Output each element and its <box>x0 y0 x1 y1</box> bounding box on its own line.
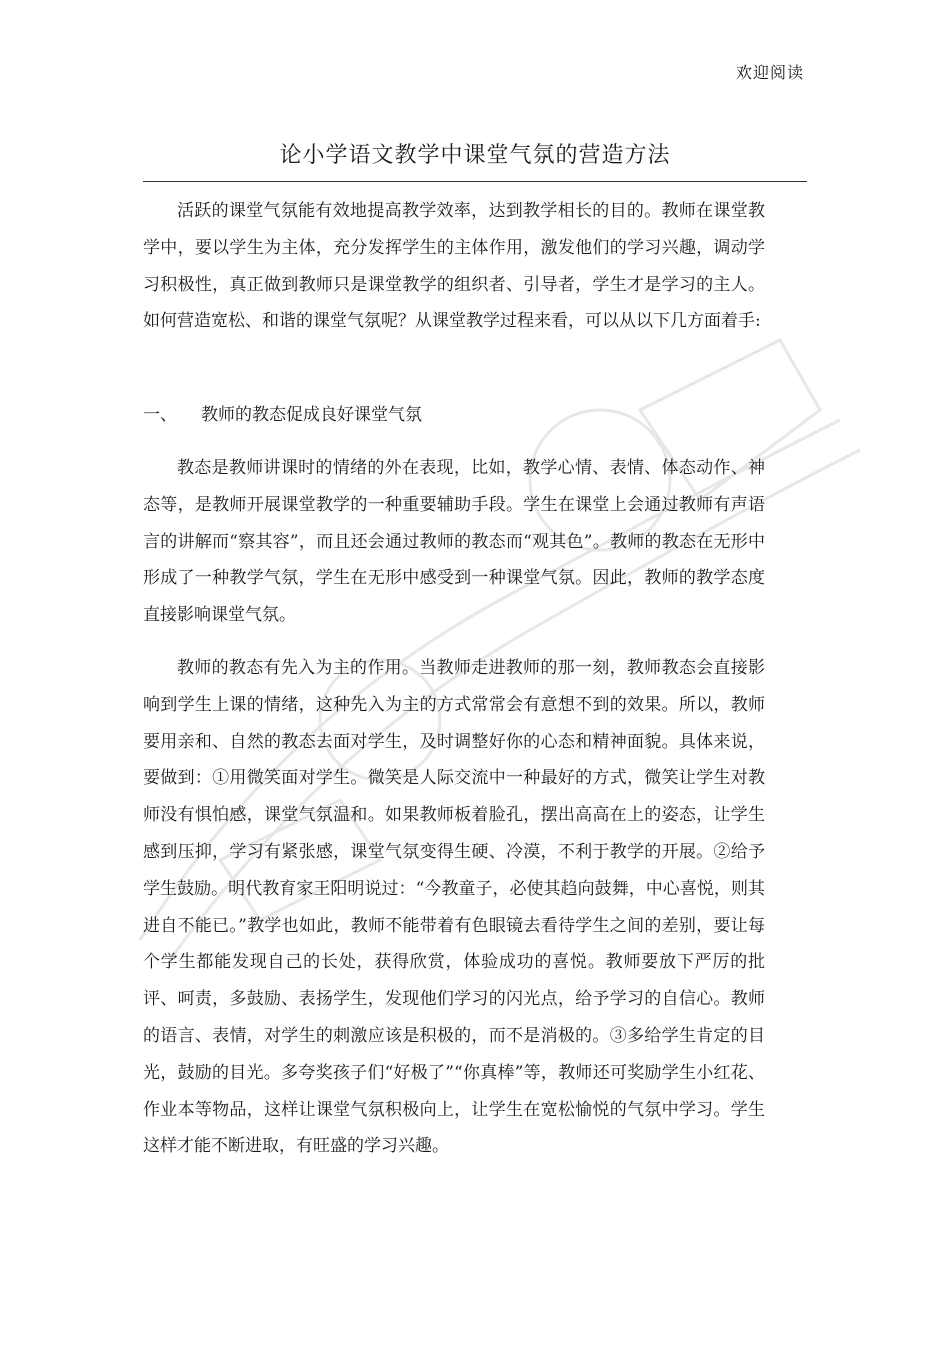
body-paragraph: 教态是教师讲课时的情绪的外在表现，比如，教学心情、表情、体态动作、神态等，是教师开展课堂教学的一种重要辅助手段。学生在课堂上会通过教师有声语言的讲解而“察其容”，而且还会通过教师的教态而“观其色”。教师的教态在无形中形成了一种教学气氛，学生在无形中感受到一种课堂气氛。因此，教师的教学态度直接影响课堂气氛。 <box>143 458 765 626</box>
body-paragraph: 教师的教态有先入为主的作用。当教师走进教师的那一刻，教师教态会直接影响到学生上课的情绪，这种先入为主的方式常常会有意想不到的效果。所以，教师要用亲和、自然的教态去面对学生，及时调整好你的心态和精神面貌。具体来说，要做到：①用微笑面对学生。微笑是人际交流中一种最好的方式，微笑让学生对教师没有惧怕感，课堂气氛温和。如果教师板着脸孔，摆出高高在上的姿态，让学生感到压抑，学习有紧张感，课堂气氛变得生硬、冷漠，不利于教学的开展。②给予学生鼓励。明代教育家王阳明说过：“今教童子，必使其趋向鼓舞，中心喜悦，则其进自不能已。”教学也如此，教师不能带着有色眼镜去看待学生之间的差别，要让每个学生都能发现自己的长处，获得欣赏，体验成功的喜悦。教师要放下严厉的批评、呵责，多鼓励、表扬学生，发现他们学习的闪光点，给予学习的自信心。教师的语言、表情，对学生的刺激应该是积极的，而不是消极的。③多给学生肯定的目光，鼓励的目光。多夸奖孩子们“好极了”“你真棒”等，教师还可奖励学生小红花、作业本等物品，这样让课堂气氛积极向上，让学生在宽松愉悦的气氛中学习。学生这样才能不断进取，有旺盛的学习兴趣。 <box>143 658 765 1157</box>
section-heading-text: 教师的教态促成良好课堂气氛 <box>201 405 422 425</box>
title-divider <box>143 181 807 182</box>
header-label: 欢迎阅读 <box>735 63 804 82</box>
document-title: 论小学语文教学中课堂气氛的营造方法 <box>279 143 671 168</box>
section-number: 一、 <box>143 405 177 425</box>
section-heading <box>143 400 422 430</box>
intro-paragraph: 活跃的课堂气氛能有效地提高教学效率，达到教学相长的目的。教师在课堂教学中，要以学生为主体，充分发挥学生的主体作用，激发他们的学习兴趣，调动学习积极性，真正做到教师只是课堂教学的组织者、引导者，学生才是学习的主人。如何营造宽松、和谐的课堂气氛呢？从课堂教学过程来看，可以从以下几方面着手: <box>143 201 765 332</box>
